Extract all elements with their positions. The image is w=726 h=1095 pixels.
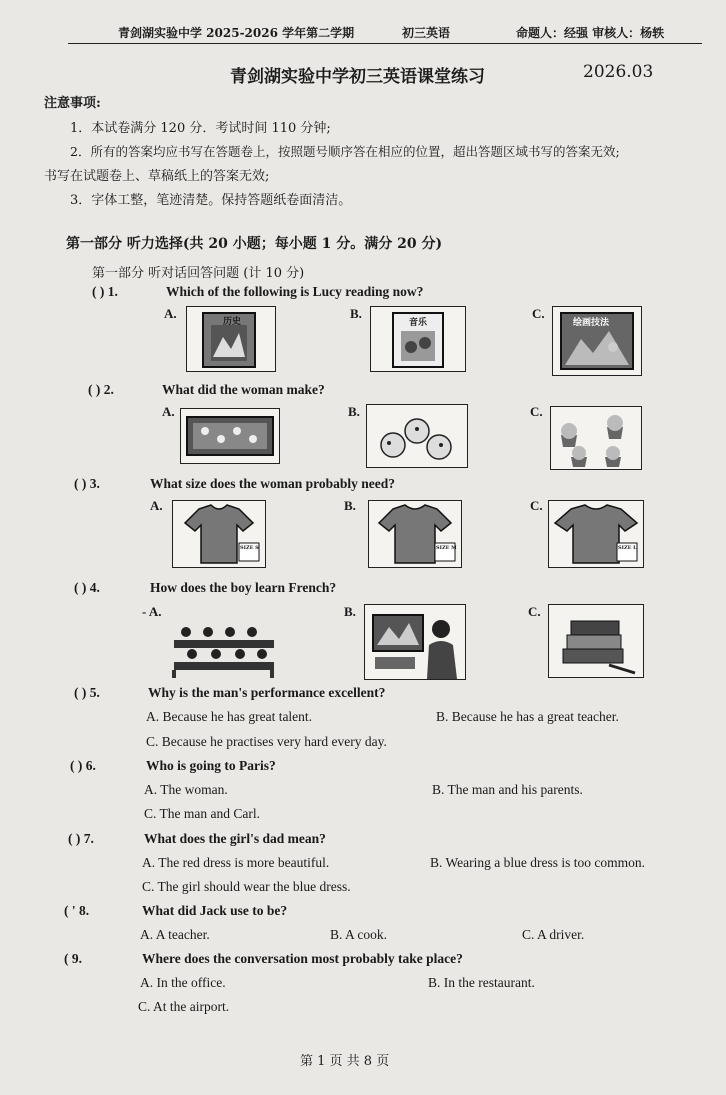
question-text: What size does the woman probably need?	[150, 476, 396, 491]
option-label: B.	[344, 498, 356, 513]
cupcakes-picture	[550, 406, 642, 470]
question-text: What did Jack use to be?	[142, 903, 288, 918]
option-label: C.	[532, 306, 545, 321]
option-label: - A.	[142, 604, 162, 619]
cake-picture	[180, 408, 280, 464]
option-label: C.	[530, 404, 543, 419]
question-bracket: ( ) 5.	[74, 685, 100, 700]
page-number: 第 1 页 共 8 页	[300, 1054, 390, 1069]
option-label: C.	[528, 604, 541, 619]
option-text: B. Because he has a great teacher.	[436, 709, 619, 724]
option-text: A. The red dress is more beautiful.	[142, 855, 330, 870]
question-text: Where does the conversation most probably take place?	[142, 951, 463, 966]
option-text: B. The man and his parents.	[432, 782, 583, 797]
option-label: A.	[162, 404, 175, 419]
option-label: B.	[348, 404, 360, 419]
size-tag: SIZE S	[240, 545, 259, 551]
tshirt-medium-picture	[368, 500, 462, 568]
question-text: What does the girl's dad mean?	[144, 831, 326, 846]
option-text: B. A cook.	[330, 927, 388, 942]
music-book-picture	[370, 306, 466, 372]
question-bracket: ( ) 4.	[74, 580, 100, 595]
option-label: B.	[350, 306, 362, 321]
option-text: A. A teacher.	[140, 927, 210, 942]
question-bracket: ( 9.	[64, 951, 82, 966]
history-book-picture	[186, 306, 276, 372]
tshirt-large-picture	[548, 500, 644, 568]
header-authors: 命题人：经强 审核人：杨轶	[516, 26, 665, 40]
note-item: 书写在试题卷上、草稿纸上的答案无效;	[44, 169, 270, 184]
header-school-term: 青剑湖实验中学 2025-2026 学年第二学期	[118, 26, 355, 40]
cookies-picture	[366, 404, 468, 468]
option-text: C. The man and Carl.	[144, 806, 260, 821]
question-bracket: ( ) 6.	[70, 758, 96, 773]
question-text: Which of the following is Lucy reading now?	[166, 284, 424, 299]
question-bracket: ( ) 1.	[92, 284, 118, 299]
note-item: 2．所有的答案均应书写在答题卷上，按照题号顺序答在相应的位置，超出答题区域书写的答案无效;	[70, 144, 620, 159]
option-text: C. A driver.	[522, 927, 585, 942]
note-item: 1．本试卷满分 120 分．考试时间 110 分钟;	[70, 121, 331, 136]
size-tag: SIZE L	[618, 545, 637, 551]
question-bracket: ( ) 7.	[68, 831, 94, 846]
tv-learning-picture	[364, 604, 466, 680]
option-text: C. At the airport.	[138, 999, 230, 1014]
tshirt-small-picture	[172, 500, 266, 568]
question-text: Who is going to Paris?	[146, 758, 276, 773]
question-bracket: ( ) 2.	[88, 382, 114, 397]
exam-date: 2026.03	[583, 62, 654, 82]
book-title-label: 绘画技法	[573, 318, 610, 328]
notes-heading: 注意事项:	[44, 96, 101, 111]
part1-title: 第一部分 听力选择(共 20 小题；每小题 1 分。满分 20 分)	[66, 236, 443, 252]
option-text: C. The girl should wear the blue dress.	[142, 879, 351, 894]
option-label: C.	[530, 498, 543, 513]
header-subject: 初三英语	[402, 26, 451, 40]
question-text: Why is the man's performance excellent?	[148, 685, 386, 700]
page-title: 青剑湖实验中学初三英语课堂练习	[230, 67, 485, 87]
option-text: A. In the office.	[140, 975, 226, 990]
option-text: B. Wearing a blue dress is too common.	[430, 855, 646, 870]
size-tag: SIZE M	[436, 545, 457, 551]
part1-subtitle: 第一部分 听对话回答问题 (计 10 分)	[92, 266, 305, 281]
book-title-label: 音乐	[409, 318, 428, 328]
books-picture	[548, 604, 644, 678]
option-text: A. Because he has great talent.	[146, 709, 313, 724]
option-label: A.	[164, 306, 177, 321]
note-item: 3．字体工整，笔迹清楚。保持答题纸卷面清洁。	[70, 193, 352, 208]
option-label: A.	[150, 498, 163, 513]
question-text: What did the woman make?	[162, 382, 325, 397]
question-bracket: ( ' 8.	[64, 903, 90, 918]
option-text: C. Because he practises very hard every day.	[146, 734, 387, 749]
option-label: B.	[344, 604, 356, 619]
classroom-picture	[170, 606, 280, 678]
question-text: How does the boy learn French?	[150, 580, 337, 595]
header-rule	[68, 43, 702, 44]
option-text: A. The woman.	[144, 782, 228, 797]
painting-book-picture	[552, 306, 642, 376]
book-title-label: 历史	[223, 317, 242, 327]
question-bracket: ( ) 3.	[74, 476, 100, 491]
option-text: B. In the restaurant.	[428, 975, 535, 990]
